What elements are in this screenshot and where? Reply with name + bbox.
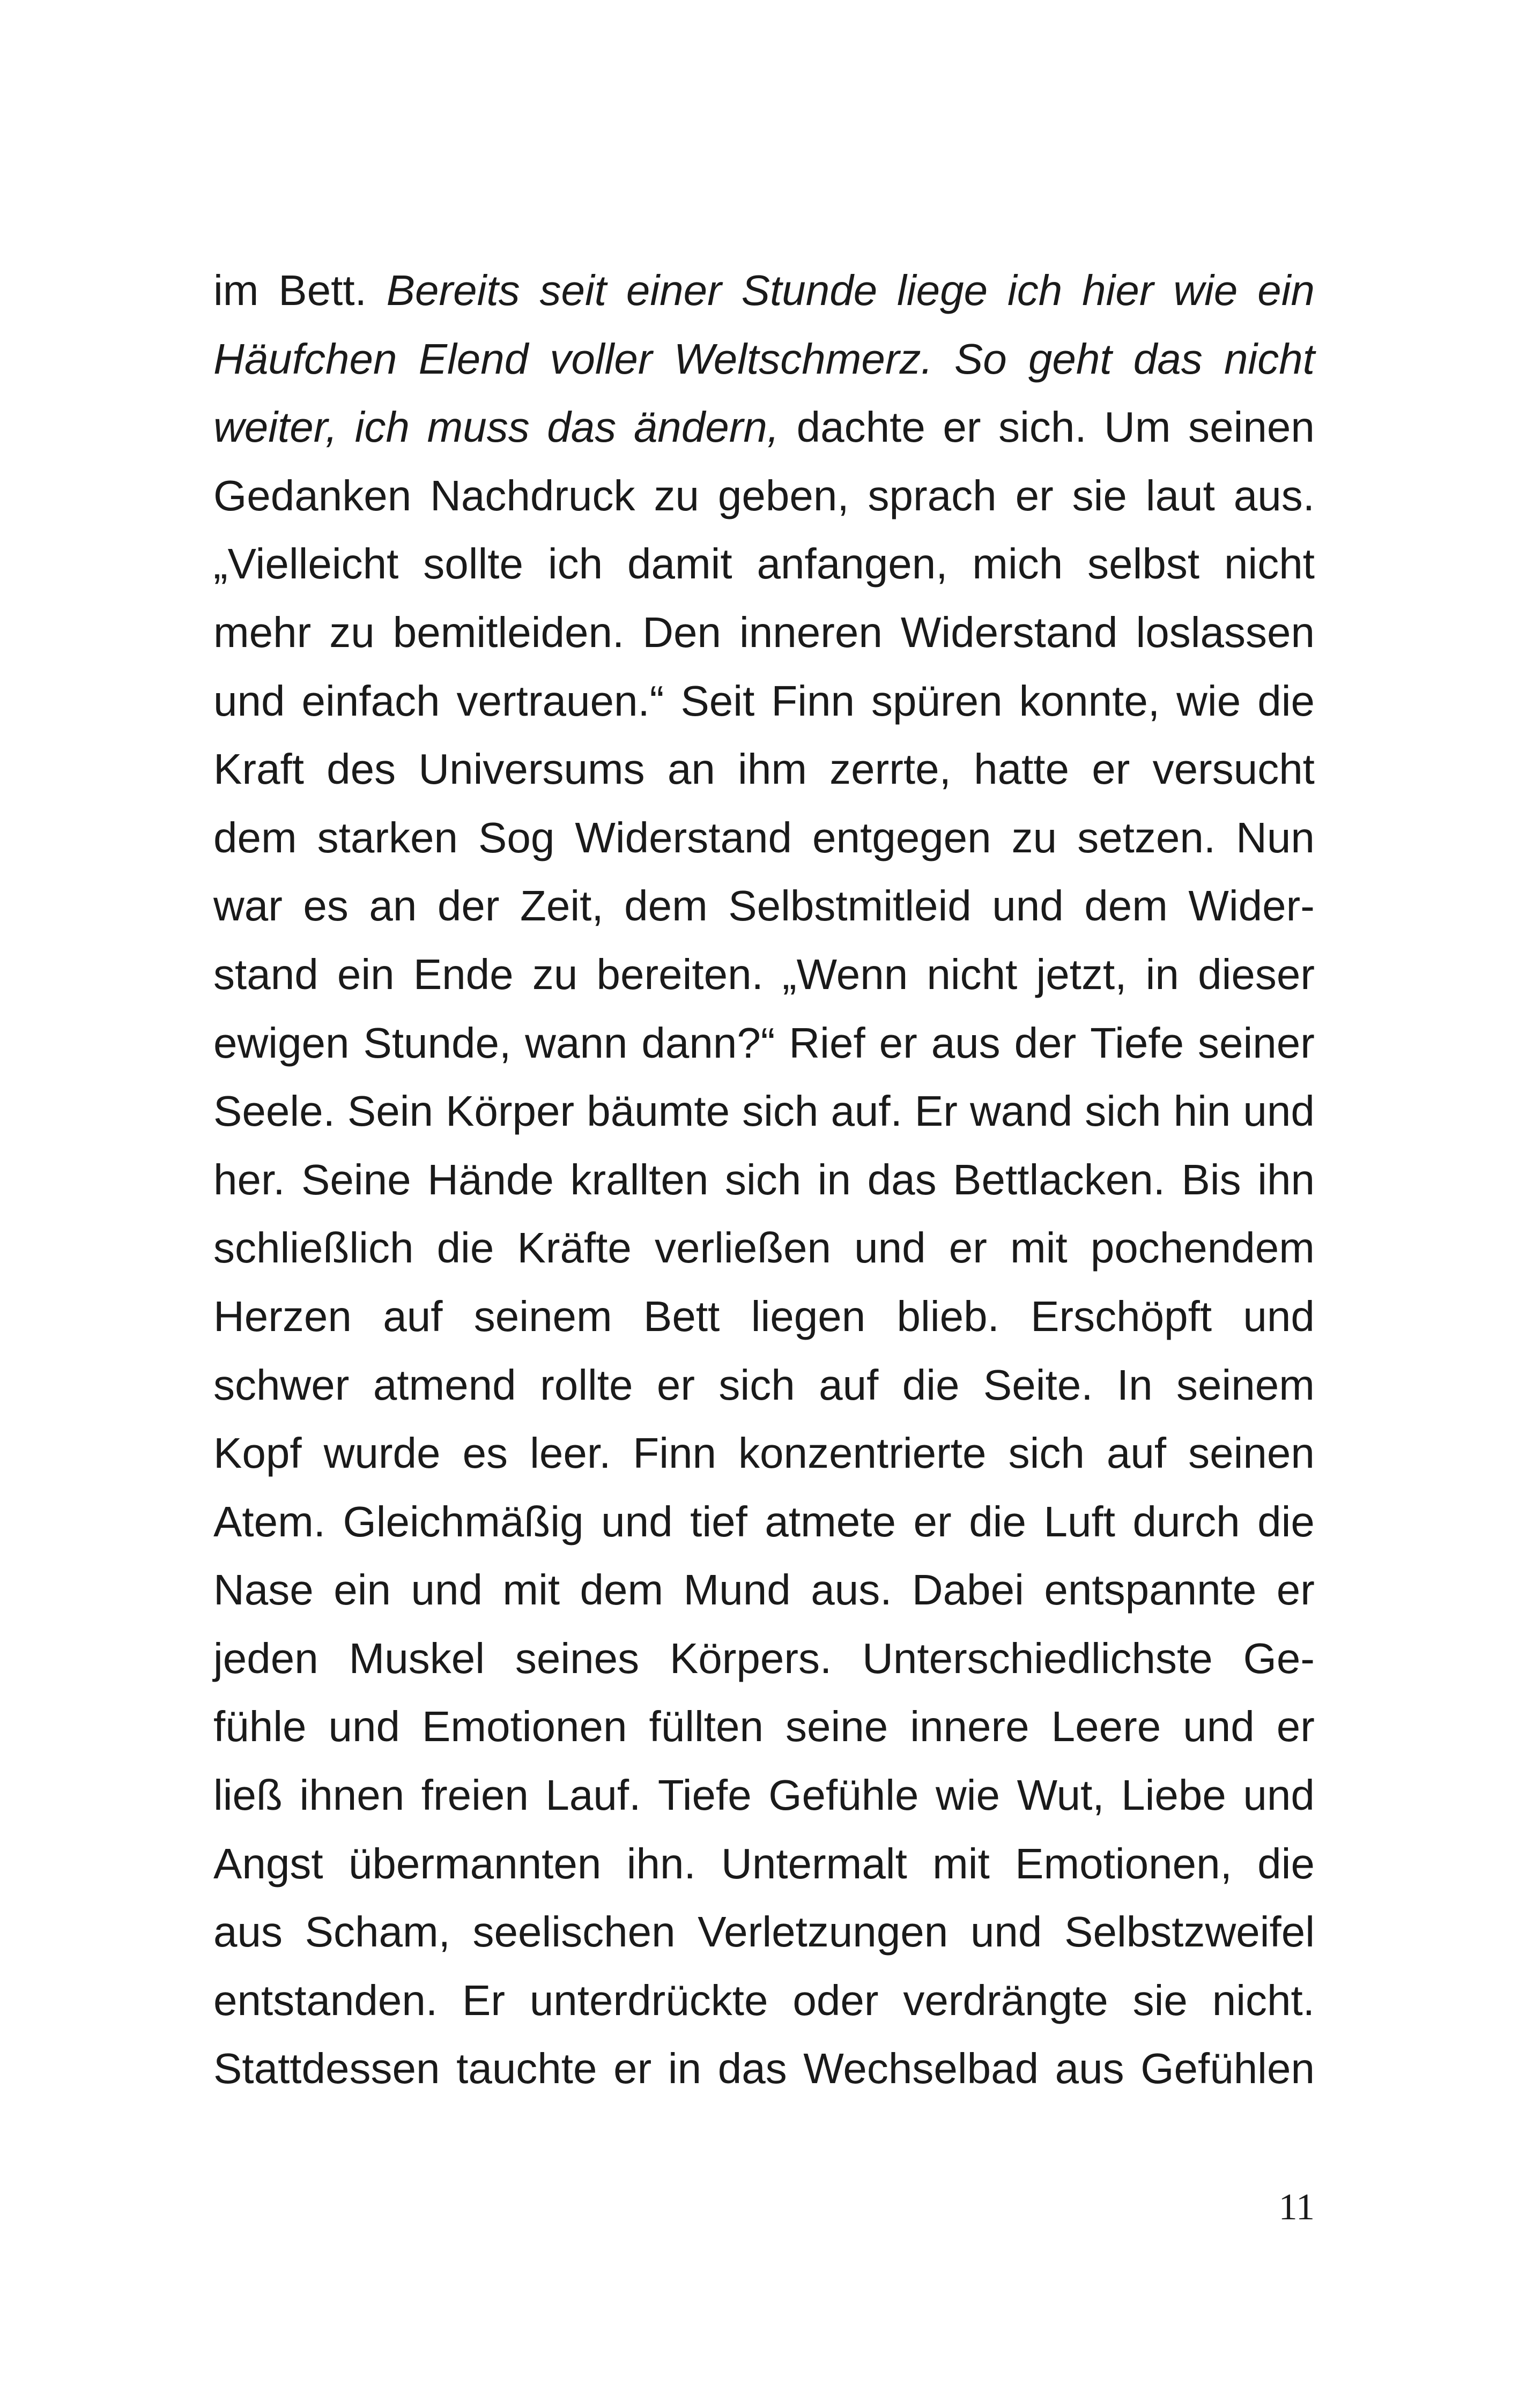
word: Tiefe — [1090, 1019, 1184, 1067]
text-line — [213, 1692, 1315, 1761]
word: Nase — [213, 1566, 314, 1614]
word: und — [411, 1566, 483, 1614]
word: der — [437, 882, 500, 930]
word: die — [1257, 1839, 1315, 1887]
word: Selbstmitleid — [728, 882, 972, 930]
word: die — [436, 1224, 494, 1272]
word: Unterschiedlichste — [862, 1634, 1213, 1682]
word: her. — [213, 1155, 285, 1203]
text-line — [213, 1830, 1315, 1898]
word: und — [601, 1497, 673, 1545]
word: Rief — [789, 1019, 865, 1067]
word: wand — [969, 1087, 1073, 1135]
word: auf — [819, 1361, 879, 1409]
word: ewigen — [213, 1019, 350, 1067]
word: ihn — [1257, 1155, 1315, 1203]
word: schwer — [213, 1361, 350, 1409]
text-line — [213, 1146, 1315, 1214]
word: Gefühlen — [1140, 2045, 1315, 2093]
text-line — [213, 1009, 1315, 1077]
text-line — [213, 667, 1315, 735]
word: wie — [1176, 677, 1241, 725]
word: einfach — [301, 677, 440, 725]
word: Sog — [478, 813, 555, 861]
word: dem — [580, 1566, 664, 1614]
word: tief — [690, 1497, 747, 1545]
word: damit — [627, 540, 732, 588]
word: und — [970, 1908, 1042, 1956]
word: und — [1243, 1771, 1315, 1819]
word: der — [1014, 1019, 1077, 1067]
word: er — [1276, 1703, 1315, 1751]
word: oder — [792, 1976, 879, 2024]
word: Sein — [347, 1087, 434, 1135]
italic-word: Elend — [418, 335, 529, 383]
word: Widerstand — [900, 608, 1118, 656]
text-line — [213, 393, 1315, 462]
word: ich — [547, 540, 603, 588]
word: Gedanken — [213, 471, 412, 519]
text-line — [213, 1966, 1315, 2035]
text-line — [213, 256, 1315, 325]
word: im — [213, 266, 259, 314]
word: es — [303, 882, 349, 930]
word: Den — [642, 608, 721, 656]
word: pochendem — [1090, 1224, 1315, 1272]
word: ein — [337, 950, 395, 998]
word: er — [879, 1019, 917, 1067]
word: Finn — [633, 1429, 716, 1477]
text-line — [213, 1282, 1315, 1351]
word: seinen — [1188, 1429, 1315, 1477]
word: entgegen — [812, 813, 991, 861]
word: er — [913, 1497, 952, 1545]
word: das — [867, 1155, 937, 1203]
word: Lauf. — [545, 1771, 641, 1819]
word: wann — [525, 1019, 628, 1067]
word: Dabei — [912, 1566, 1024, 1614]
word: mehr — [213, 608, 312, 656]
italic-word: einer — [626, 266, 722, 314]
word: sollte — [423, 540, 523, 588]
word: sie — [1132, 1976, 1188, 2024]
word: dem — [213, 813, 297, 861]
italic-word: ich — [354, 403, 410, 451]
word: Luft — [1043, 1497, 1115, 1545]
italic-word: So — [954, 335, 1007, 383]
word: freien — [421, 1771, 529, 1819]
italic-word: ein — [1257, 266, 1315, 314]
word: ließ — [213, 1771, 283, 1819]
word: atmete — [765, 1497, 896, 1545]
word: Bis — [1181, 1155, 1241, 1203]
word: konzentrierte — [738, 1429, 987, 1477]
word: wurde — [323, 1429, 441, 1477]
word: Körper — [446, 1087, 575, 1135]
word: unterdrückte — [529, 1976, 768, 2024]
word: Stunde, — [363, 1019, 512, 1067]
word: die — [1257, 1497, 1315, 1545]
word: die — [969, 1497, 1026, 1545]
word: Ge- — [1243, 1634, 1315, 1682]
word: sie — [1072, 471, 1127, 519]
word: in — [668, 2045, 702, 2093]
word: „Vielleicht — [213, 540, 399, 588]
word: Mund — [683, 1566, 791, 1614]
word: aus — [213, 1908, 283, 1956]
text-line — [213, 1419, 1315, 1488]
word: aus. — [811, 1566, 892, 1614]
italic-word: ändern, — [633, 403, 780, 451]
italic-word: weiter, — [213, 403, 338, 451]
word: aus — [1055, 2045, 1124, 2093]
word: seines — [515, 1634, 640, 1682]
word: mit — [502, 1566, 560, 1614]
word: auf — [383, 1292, 443, 1340]
word: konnte, — [1019, 677, 1160, 725]
word: aus. — [1233, 471, 1315, 519]
word: entspannte — [1044, 1566, 1257, 1614]
word: dieser — [1198, 950, 1315, 998]
word: Wut, — [1017, 1771, 1105, 1819]
word: Universums — [418, 745, 645, 793]
word: Wider- — [1188, 882, 1315, 930]
italic-word: muss — [427, 403, 530, 451]
word: an — [369, 882, 417, 930]
word: starken — [317, 813, 458, 861]
word: Seele. — [213, 1087, 335, 1135]
word: zu — [654, 471, 699, 519]
word: atmend — [373, 1361, 516, 1409]
word: füllten — [649, 1703, 764, 1751]
word: jetzt, — [1036, 950, 1127, 998]
word: Emotionen, — [1015, 1839, 1232, 1887]
word: hatte — [974, 745, 1070, 793]
word: rollte — [540, 1361, 633, 1409]
word: Muskel — [349, 1634, 485, 1682]
word: in — [817, 1155, 851, 1203]
word: krallten — [570, 1155, 709, 1203]
word: nicht — [927, 950, 1018, 998]
italic-word: nicht — [1224, 335, 1315, 383]
word: inneren — [739, 608, 883, 656]
word: mit — [1010, 1224, 1068, 1272]
word: schließlich — [213, 1224, 414, 1272]
word: und — [213, 677, 285, 725]
word: zerrte, — [829, 745, 951, 793]
word: zu — [532, 950, 578, 998]
word: er — [656, 1361, 695, 1409]
text-line — [213, 1556, 1315, 1624]
word: Körpers. — [669, 1634, 832, 1682]
word: und — [328, 1703, 400, 1751]
word: verdrängte — [903, 1976, 1108, 2024]
word: spüren — [871, 677, 1003, 725]
word: aus — [931, 1019, 1001, 1067]
text-line — [213, 598, 1315, 667]
word: Kräfte — [517, 1224, 632, 1272]
word: Um — [1104, 403, 1171, 451]
word: dem — [1084, 882, 1168, 930]
text-line — [213, 1761, 1315, 1830]
word: ihm — [738, 745, 807, 793]
word: Seite. — [983, 1361, 1093, 1409]
italic-word: wie — [1173, 266, 1238, 314]
body-text — [213, 256, 1315, 2103]
italic-word: liege — [897, 266, 988, 314]
word: seiner — [1198, 1019, 1315, 1067]
word: Kopf — [213, 1429, 302, 1477]
word: sich. — [998, 403, 1087, 451]
word: entstanden. — [213, 1976, 438, 2024]
word: Nun — [1236, 813, 1315, 861]
word: versucht — [1152, 745, 1315, 793]
word: Verletzungen — [698, 1908, 949, 1956]
word: Bett — [643, 1292, 720, 1340]
word: seelischen — [472, 1908, 676, 1956]
word: Finn — [771, 677, 855, 725]
word: auf — [1106, 1429, 1167, 1477]
word: die — [902, 1361, 960, 1409]
word: er — [1092, 745, 1130, 793]
italic-word: geht — [1028, 335, 1112, 383]
word: zu — [1011, 813, 1057, 861]
word: dachte — [796, 403, 925, 451]
word: sich — [724, 1155, 802, 1203]
word: zu — [329, 608, 375, 656]
word: Emotionen — [422, 1703, 627, 1751]
word: und — [992, 882, 1064, 930]
word: das — [717, 2045, 787, 2093]
word: Widerstand — [575, 813, 792, 861]
word: Wechselbad — [803, 2045, 1039, 2093]
italic-word: seit — [539, 266, 607, 314]
italic-word: Häufchen — [213, 335, 397, 383]
word: jeden — [213, 1634, 318, 1682]
word: Zeit, — [520, 882, 604, 930]
text-line — [213, 325, 1315, 393]
word: fühle — [213, 1703, 307, 1751]
word: ein — [334, 1566, 391, 1614]
page-number: 11 — [1278, 2187, 1315, 2228]
word: er — [943, 403, 981, 451]
word: es — [462, 1429, 508, 1477]
word: Scham, — [305, 1908, 450, 1956]
word: ihnen — [299, 1771, 405, 1819]
word: in — [1145, 950, 1179, 998]
word: Leere — [1051, 1703, 1161, 1751]
word: sprach — [868, 471, 997, 519]
text-line — [213, 2034, 1315, 2103]
word: seinem — [1176, 1361, 1315, 1409]
word: blieb. — [896, 1292, 999, 1340]
word: geben, — [717, 471, 849, 519]
word: Atem. — [213, 1497, 325, 1545]
word: seine — [785, 1703, 888, 1751]
word: Stattdessen — [213, 2045, 440, 2093]
word: Herzen — [213, 1292, 352, 1340]
word: anfangen, — [757, 540, 948, 588]
word: und — [854, 1224, 926, 1272]
word: Nachdruck — [430, 471, 635, 519]
word: Ende — [413, 950, 514, 998]
word: er — [613, 2045, 652, 2093]
word: Er — [462, 1976, 505, 2024]
word: Selbstzweifel — [1064, 1908, 1315, 1956]
text-line — [213, 1898, 1315, 1966]
word: sich — [742, 1087, 819, 1135]
word: leer. — [530, 1429, 611, 1477]
word: und — [1183, 1703, 1255, 1751]
word: er — [1015, 471, 1054, 519]
word: seinen — [1188, 403, 1315, 451]
word: ihn. — [626, 1839, 696, 1887]
word: tauchte — [456, 2045, 597, 2093]
text-line — [213, 462, 1315, 530]
text-line — [213, 1624, 1315, 1693]
word: und — [1243, 1087, 1315, 1135]
word: er — [949, 1224, 987, 1272]
word: Angst — [213, 1839, 323, 1887]
word: wie — [936, 1771, 1001, 1819]
word: Bett. — [278, 266, 367, 314]
text-line — [213, 1214, 1315, 1282]
word: vertrauen.“ — [456, 677, 664, 725]
text-line — [213, 804, 1315, 872]
italic-word: Bereits — [386, 266, 520, 314]
word: Seine — [301, 1155, 411, 1203]
word: sich — [1085, 1087, 1161, 1135]
word: Kraft — [213, 745, 304, 793]
word: Gefühle — [768, 1771, 919, 1819]
word: hin — [1173, 1087, 1231, 1135]
italic-word: hier — [1082, 266, 1154, 314]
word: Gleichmäßig — [343, 1497, 584, 1545]
word: er — [1276, 1566, 1315, 1614]
text-line — [213, 1077, 1315, 1146]
word: an — [667, 745, 715, 793]
word: selbst — [1087, 540, 1200, 588]
word: dann?“ — [641, 1019, 775, 1067]
word: übermannten — [348, 1839, 602, 1887]
text-line — [213, 1351, 1315, 1419]
word: In — [1116, 1361, 1153, 1409]
word: loslassen — [1136, 608, 1315, 656]
word: nicht — [1224, 540, 1315, 588]
word: innere — [910, 1703, 1029, 1751]
text-line — [213, 940, 1315, 1009]
italic-word: das — [547, 403, 617, 451]
word: bäumte — [587, 1087, 730, 1135]
italic-word: Stunde — [741, 266, 878, 314]
italic-word: das — [1133, 335, 1203, 383]
word: Tiefe — [657, 1771, 752, 1819]
word: seinem — [473, 1292, 612, 1340]
text-line — [213, 735, 1315, 804]
text-line — [213, 530, 1315, 598]
word: mit — [932, 1839, 990, 1887]
word: stand — [213, 950, 318, 998]
word: nicht. — [1212, 1976, 1315, 2024]
word: sich — [1008, 1429, 1085, 1477]
word: dem — [624, 882, 708, 930]
word: die — [1257, 677, 1315, 725]
word: liegen — [751, 1292, 866, 1340]
text-line — [213, 872, 1315, 940]
word: des — [327, 745, 396, 793]
word: auf. — [831, 1087, 902, 1135]
word: und — [1243, 1292, 1315, 1340]
word: Liebe — [1121, 1771, 1226, 1819]
word: bereiten. — [596, 950, 764, 998]
word: laut — [1145, 471, 1215, 519]
word: bemitleiden. — [392, 608, 625, 656]
word: Seit — [680, 677, 755, 725]
word: war — [213, 882, 283, 930]
word: Untermalt — [721, 1839, 907, 1887]
word: sich — [718, 1361, 795, 1409]
word: setzen. — [1077, 813, 1216, 861]
italic-word: voller — [550, 335, 653, 383]
italic-word: Weltschmerz. — [673, 335, 933, 383]
text-line — [213, 1488, 1315, 1556]
word: „Wenn — [782, 950, 908, 998]
word: verließen — [655, 1224, 832, 1272]
word: durch — [1132, 1497, 1240, 1545]
word: Er — [914, 1087, 958, 1135]
word: mich — [972, 540, 1063, 588]
word: Erschöpft — [1031, 1292, 1212, 1340]
italic-word: ich — [1007, 266, 1063, 314]
word: Hände — [427, 1155, 554, 1203]
word: Bettlacken. — [953, 1155, 1165, 1203]
